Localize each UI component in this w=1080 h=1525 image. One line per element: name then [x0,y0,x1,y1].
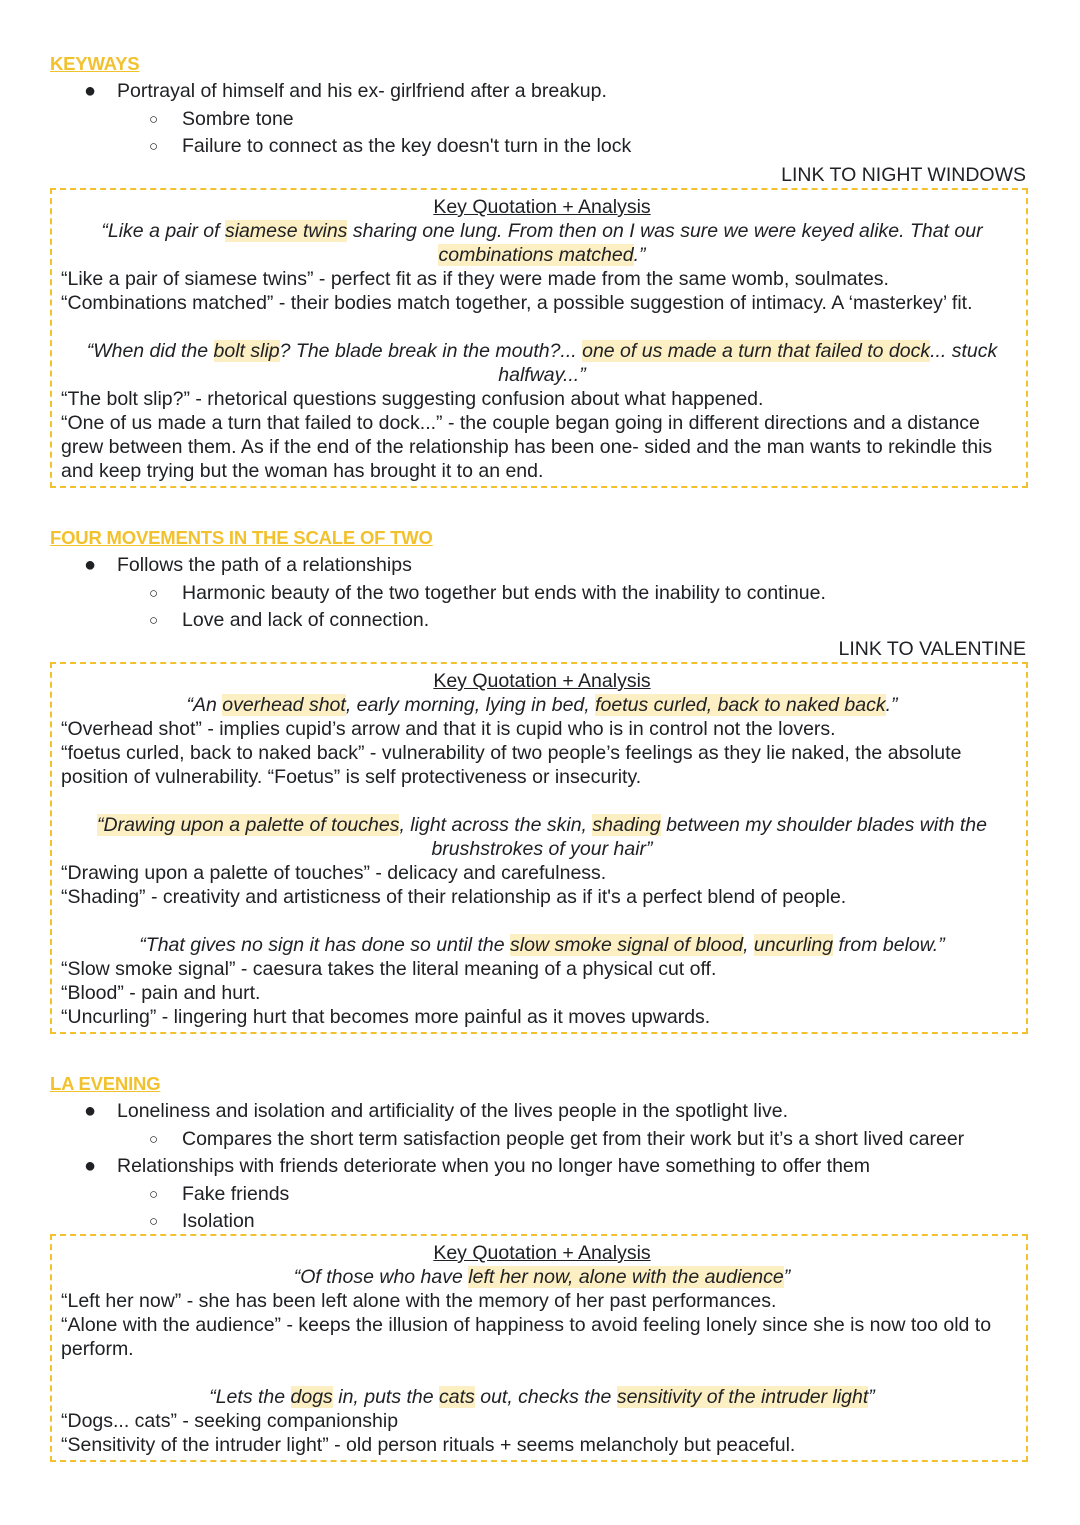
analysis-line: “Overhead shot” - implies cupid’s arrow and that it is cupid who is in control not the lovers. [61,718,836,740]
highlight: cats [439,1386,475,1408]
sub-bullet-item: ○ Harmonic beauty of the two together but ends with the inability to continue. [50,580,1028,608]
analysis-line: “Drawing upon a palette of touches” - delicacy and carefulness. [61,862,607,884]
quotation-box [50,188,1028,488]
section-title: KEYWAYS [50,53,140,74]
highlight: bolt slip [213,340,280,362]
highlight: overhead shot [222,694,346,716]
four-movements-section [50,526,1028,661]
analysis-line: “Combinations matched” - their bodies match together, a possible suggestion of intimacy. A ‘masterkey’ fit. [61,292,973,314]
highlight: sensitivity of the intruder light [616,1386,869,1408]
analysis-line: “Like a pair of siamese twins” - perfect fit as if they were made from the same womb, soulmates. [61,268,889,290]
analysis-line: “foetus curled, back to naked back” - vulnerability of two people’s feelings as they lie naked, the absolute position of vulnerability. “Foetus” is self protectiveness or insecurity. [61,742,962,788]
link-label: LINK TO VALENTINE [838,637,1026,660]
la-evening-section [50,1072,1028,1236]
analysis-line: “Blood” - pain and hurt. [61,982,261,1004]
highlight: left her now, alone with the audience [468,1266,784,1288]
highlight: dogs [290,1386,333,1408]
quotation-box [50,662,1028,1034]
circle-bullet-icon: ○ [149,1213,159,1230]
analysis-line: “Shading” - creativity and artisticness of their relationship as if it's a perfect blend of people. [61,886,847,908]
bullet-item: ● Relationships with friends deteriorate when you no longer have something to offer them [50,1153,1028,1181]
quotation: “Of those who have left her now, alone with the audience” [293,1266,791,1288]
quotation: “Like a pair of siamese twins sharing one lung. From then on I was sure we were keyed alike. That our combinations matched.” [101,220,983,266]
analysis-line: “Uncurling” - lingering hurt that becomes more painful as it moves upwards. [61,1006,711,1028]
box-title: Key Quotation + Analysis [433,670,651,692]
circle-bullet-icon: ○ [149,584,159,602]
highlight: combinations matched [438,244,634,266]
analysis-line: “Slow smoke signal” - caesura takes the literal meaning of a physical cut off. [61,958,717,980]
box-title: Key Quotation + Analysis [433,196,651,218]
sub-bullet-item: ○ Failure to connect as the key doesn't turn in the lock [50,133,1028,161]
highlight: uncurling [753,934,834,956]
sub-bullet-item: ○ Fake friends [50,1181,1028,1209]
bullet-icon: ● [84,80,97,102]
analysis-line: “One of us made a turn that failed to dock...” - the couple began going in different directions and a distance grew between them. As if the end of the relationship has been one- sided and the man wants to rekindle this and keep trying but the woman has brought it to an end. [61,412,993,482]
sub-bullet-item: ○ Isolation [50,1208,1028,1236]
highlight: “Drawing upon a palette of touches [97,814,400,836]
bullet-icon: ● [84,554,97,576]
circle-bullet-icon: ○ [149,612,159,629]
analysis-line: “Dogs... cats” - seeking companionship [61,1410,399,1432]
bullet-item: ● Follows the path of a relationships [50,552,1028,580]
section-title: LA EVENING [50,1073,161,1094]
circle-bullet-icon: ○ [149,1130,159,1148]
quotation-box [50,1234,1028,1462]
link-label: LINK TO NIGHT WINDOWS [781,163,1026,186]
quotation: “An overhead shot, early morning, lying in bed, foetus curled, back to naked back.” [186,694,898,716]
section-title: FOUR MOVEMENTS IN THE SCALE OF TWO [50,527,433,548]
circle-bullet-icon: ○ [149,1185,159,1203]
circle-bullet-icon: ○ [149,110,159,128]
highlight: slow smoke signal of blood [510,934,744,956]
analysis-line: “The bolt slip?” - rhetorical questions suggesting confusion about what happened. [61,388,764,410]
circle-bullet-icon: ○ [149,138,159,155]
bullet-item: ● Loneliness and isolation and artificiality of the lives people in the spotlight live. [50,1098,1028,1126]
bullet-icon: ● [84,1100,97,1122]
keyways-section [50,52,1028,187]
analysis-line: “Left her now” - she has been left alone with the memory of her past performances. [61,1290,777,1312]
highlight: foetus curled, back to naked back [595,694,886,716]
bullet-item: ● Portrayal of himself and his ex- girlfriend after a breakup. [50,78,1028,106]
highlight: one of us made a turn that failed to dock [582,340,931,362]
highlight: shading [592,814,661,836]
bullet-icon: ● [84,1155,97,1177]
analysis-line: “Sensitivity of the intruder light” - old person rituals + seems melancholy but peaceful. [61,1434,796,1456]
sub-bullet-item: ○ Compares the short term satisfaction people get from their work but it’s a short lived career [50,1126,1028,1154]
box-title: Key Quotation + Analysis [433,1242,651,1264]
sub-bullet-item: ○ Sombre tone [50,106,1028,134]
sub-bullet-item: ○ Love and lack of connection. [50,607,1028,635]
quotation: “When did the bolt slip? The blade break in the mouth?... one of us made a turn that failed to dock... stuck halfway...” [86,340,998,386]
quotation: “Drawing upon a palette of touches, light across the skin, shading between my shoulder blades with the brushstrokes of your hair” [97,814,987,860]
quotation: “That gives no sign it has done so until the slow smoke signal of blood, uncurling from below.” [139,934,945,956]
quotation: “Lets the dogs in, puts the cats out, checks the sensitivity of the intruder light” [209,1386,875,1408]
highlight: siamese twins [224,220,348,242]
analysis-line: “Alone with the audience” - keeps the illusion of happiness to avoid feeling lonely since she is now too old to perform. [61,1314,992,1360]
